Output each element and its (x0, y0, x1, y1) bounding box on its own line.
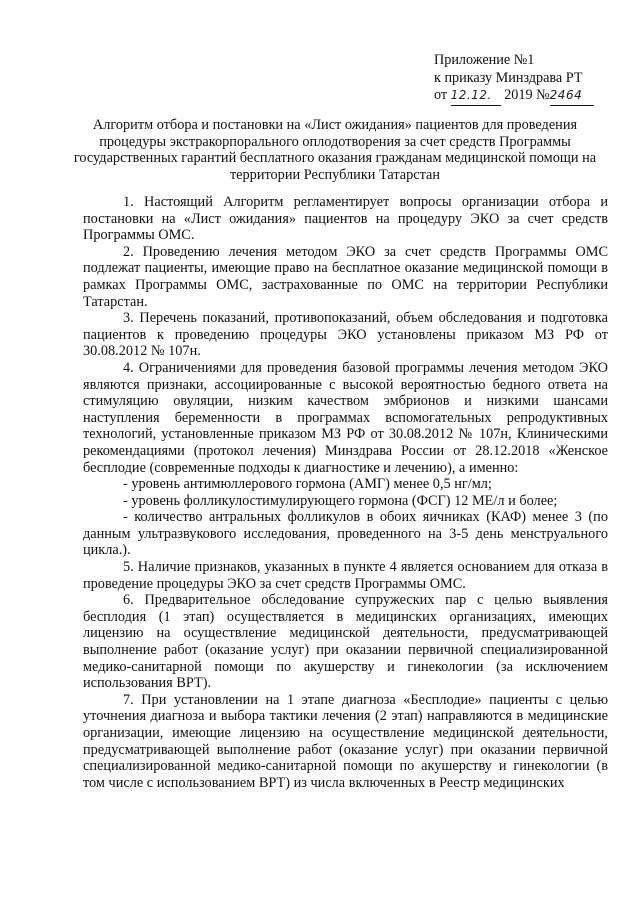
paragraph-6: 6. Предварительное обследование супружеских пар с целью выявления бесплодия (1 этап) осуществляется в медицинских организациях, имеющих лицензию на осуществление медицинской деятельности, предусматривающей выполнение работ (оказание услуг) при оказании первичной специализированной медико-санитарной помощи по акушерству и гинекологии (за исключением использования ВРТ). (83, 592, 608, 692)
paragraph-7: 7. При установлении на 1 этапе диагноза «Бесплодие» пациенты с целью уточнения диагноза и выбора тактики лечения (2 этап) направляются в медицинские организации, имеющие лицензию на осуществление медицинской деятельности, предусматривающей выполнение работ (оказание услуг) при оказании первичной специализированной медико-санитарной помощи по акушерству и гинекологии (в том числе с использованием ВРТ) из числа включенных в Реестр медицинских (83, 691, 608, 791)
appendix-number: Приложение №1 (434, 52, 535, 68)
number-prefix: № (536, 87, 550, 103)
appendix-header (434, 52, 624, 106)
document-body (83, 194, 608, 791)
handwritten-number: 2464 (549, 88, 583, 102)
paragraph-4: 4. Ограничениями для проведения базовой программы лечения методом ЭКО являются признаки, ассоциированные с высокой вероятностью бедного ответа на стимуляцию овуляции, низким качеством эмбрионов и низкими шансами наступления беременности в программах вспомогательных репродуктивных технологий, установленные приказом МЗ РФ от 30.08.2012 № 107н, Клиническими рекомендациями (протокол лечения) Минздрава России от 28.12.2018 «Женское бесплодие (современные подходы к диагностике и лечению), а именно: (83, 359, 608, 476)
list-item-amh: - уровень антимюллерового гормона (АМГ) менее 0,5 нг/мл; (123, 476, 492, 493)
handwritten-date: 12.12. (450, 88, 492, 102)
order-year: 2019 (504, 87, 533, 103)
appendix-order-ref: к приказу Минздрава РТ (434, 69, 583, 86)
paragraph-5: 5. Наличие признаков, указанных в пункте 4 является основанием для отказа в проведение процедуры ЭКО за счет средств Программы ОМС. (83, 559, 608, 592)
document-title: Алгоритм отбора и постановки на «Лист ожидания» пациентов для проведения процедуры экстракорпорального оплодотворения за счет средств Программы государственных гарантий бесплатного оказания гражданам медицинской помощи на территории Республики Татарстан (73, 117, 597, 183)
list-item-afc: - количество антральных фолликулов в обоих яичниках (КАФ) менее 3 (по данным ультразвукового исследования, проведенного на 3-5 день менструального цикла.). (83, 509, 608, 559)
paragraph-1: 1. Настоящий Алгоритм регламентирует вопросы организации отбора и постановки на «Лист ожидания» пациентов на процедуру ЭКО за счет средств Программы ОМС. (83, 194, 608, 244)
paragraph-3: 3. Перечень показаний, противопоказаний, объем обследования и подготовка пациентов к проведению процедуры ЭКО установлены приказом МЗ РФ от 30.08.2012 № 107н. (83, 310, 608, 360)
list-item-fsh: - уровень фолликулостимулирующего гормона (ФСГ) 12 МЕ/л и более; (123, 492, 558, 509)
paragraph-2: 2. Проведению лечения методом ЭКО за счет средств Программы ОМС подлежат пациенты, имеющие право на бесплатное оказание медицинской помощи в рамках Программы ОМС, застрахованные по ОМС на территории Республики Татарстан. (83, 243, 608, 310)
appendix-date-line (434, 87, 624, 106)
date-prefix: от (434, 87, 448, 103)
